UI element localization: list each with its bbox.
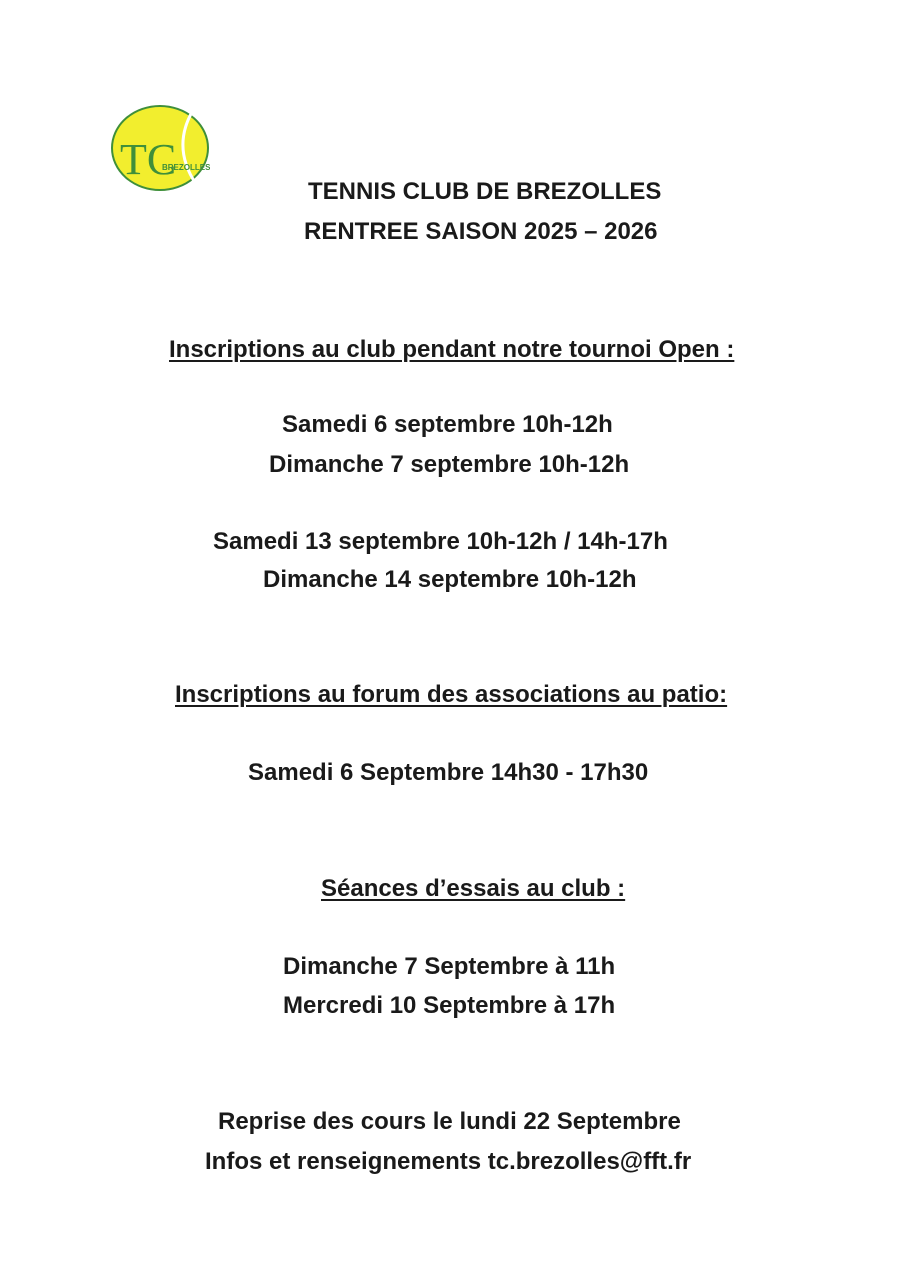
essais-line-2: Mercredi 10 Septembre à 17h [283,992,616,1019]
tournoi-heading: Inscriptions au club pendant notre tournoi Open : [169,336,735,363]
logo-name: BREZOLLES [162,163,210,172]
forum-line-1: Samedi 6 Septembre 14h30 - 17h30 [248,759,649,786]
reprise-line: Reprise des cours le lundi 22 Septembre [218,1108,681,1135]
season-title: RENTREE SAISON 2025 – 2026 [304,218,658,245]
logo-letters: TC [120,135,177,184]
tournoi-line-3: Samedi 13 septembre 10h-12h / 14h-17h [213,528,668,555]
forum-heading: Inscriptions au forum des associations au patio: [175,681,728,708]
tournoi-line-1: Samedi 6 septembre 10h-12h [282,411,613,438]
tournoi-line-4: Dimanche 14 septembre 10h-12h [263,566,637,593]
essais-line-1: Dimanche 7 Septembre à 11h [283,953,616,980]
essais-heading: Séances d’essais au club : [321,875,626,902]
club-title: TENNIS CLUB DE BREZOLLES [308,178,662,205]
infos-line: Infos et renseignements tc.brezolles@fft.fr [205,1148,692,1175]
tournoi-line-2: Dimanche 7 septembre 10h-12h [269,451,630,478]
